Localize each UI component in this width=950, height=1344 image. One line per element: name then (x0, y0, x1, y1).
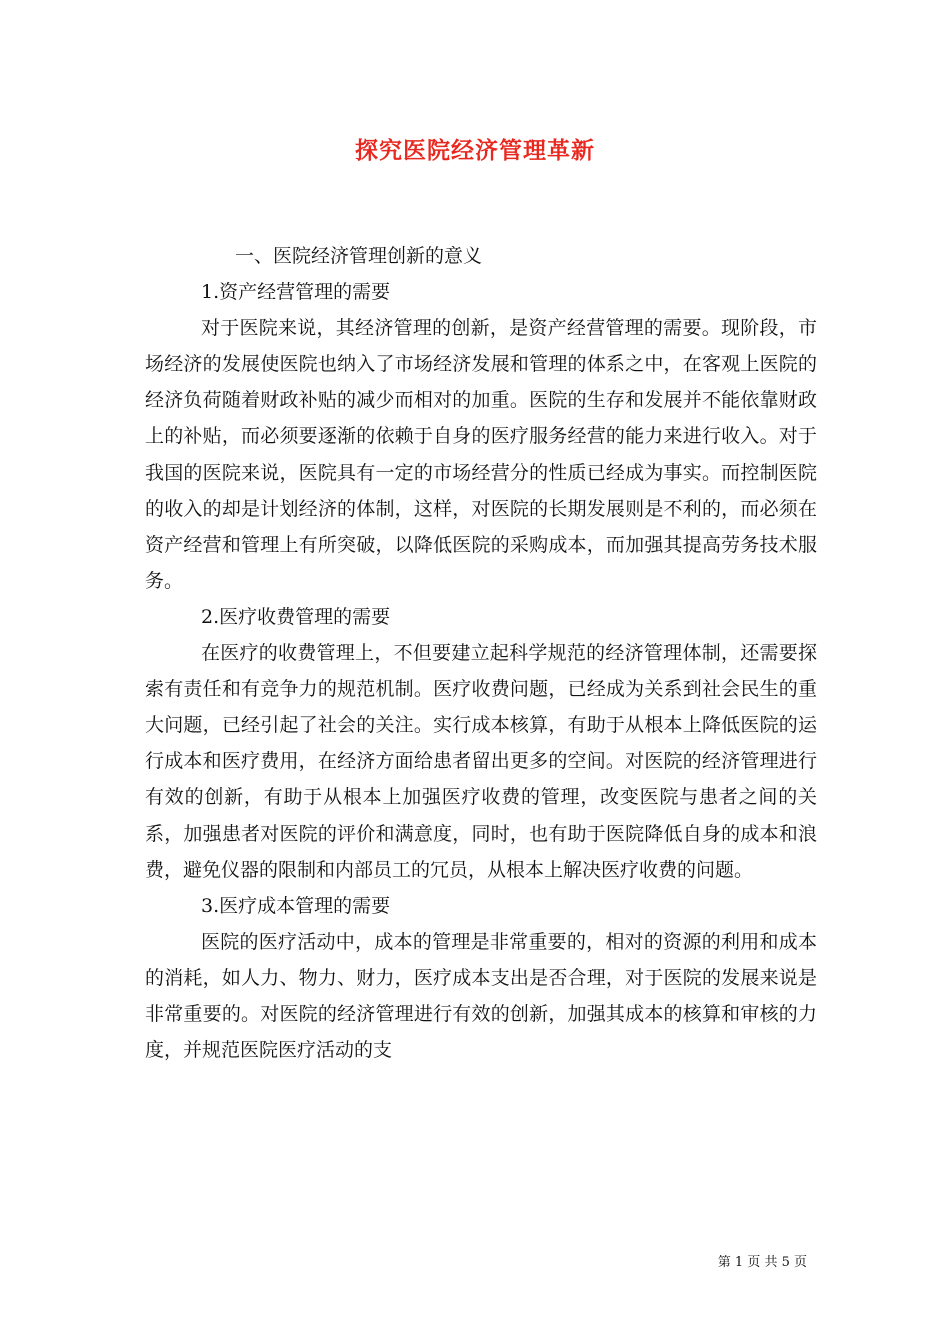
subsection-heading-1: 1.资产经营管理的需要 (201, 281, 391, 304)
paragraph-3: 医院的医疗活动中，成本的管理是非常重要的，相对的资源的利用和成本的消耗，如人力、物力、财力，医疗成本支出是否合理，对于医院的发展来说是非常重要的。对医院的经济管理进行有效的创新，加强其成本的核算和审核的力度，并规范医院医疗活动的支 (145, 930, 817, 1062)
subsection-heading-3: 3.医疗成本管理的需要 (201, 894, 391, 917)
document-title: 探究医院经济管理革新 (355, 137, 595, 164)
paragraph-1: 对于医院来说，其经济管理的创新，是资产经营管理的需要。现阶段，市场经济的发展使医院也纳入了市场经济发展和管理的体系之中，在客观上医院的经济负荷随着财政补贴的减少而相对的加重。医院的生存和发展并不能依靠财政上的补贴，而必须要逐渐的依赖于自身的医疗服务经营的能力来进行收入。对于我国的医院来说，医院具有一定的市场经营分的性质已经成为事实。而控制医院的收入的却是计划经济的体制，这样，对医院的长期发展则是不利的，而必须在资产经营和管理上有所突破，以降低医院的采购成本，而加强其提高劳务技术服务。 (145, 317, 817, 592)
paragraph-2: 在医疗的收费管理上，不但要建立起科学规范的经济管理体制，还需要探索有责任和有竞争力的规范机制。医疗收费问题，已经成为关系到社会民生的重大问题，已经引起了社会的关注。实行成本核算，有助于从根本上降低医院的运行成本和医疗费用，在经济方面给患者留出更多的空间。对医院的经济管理进行有效的创新，有助于从根本上加强医疗收费的管理，改变医院与患者之间的关系，加强患者对医院的评价和满意度，同时，也有助于医院降低自身的成本和浪费，避免仪器的限制和内部员工的冗员，从根本上解决医疗收费的问题。 (145, 642, 817, 881)
section-heading: 一、医院经济管理创新的意义 (235, 245, 483, 267)
subsection-heading-2: 2.医疗收费管理的需要 (201, 605, 391, 628)
document-body (145, 238, 817, 1068)
page-number: 第 1 页 共 5 页 (717, 1255, 807, 1270)
